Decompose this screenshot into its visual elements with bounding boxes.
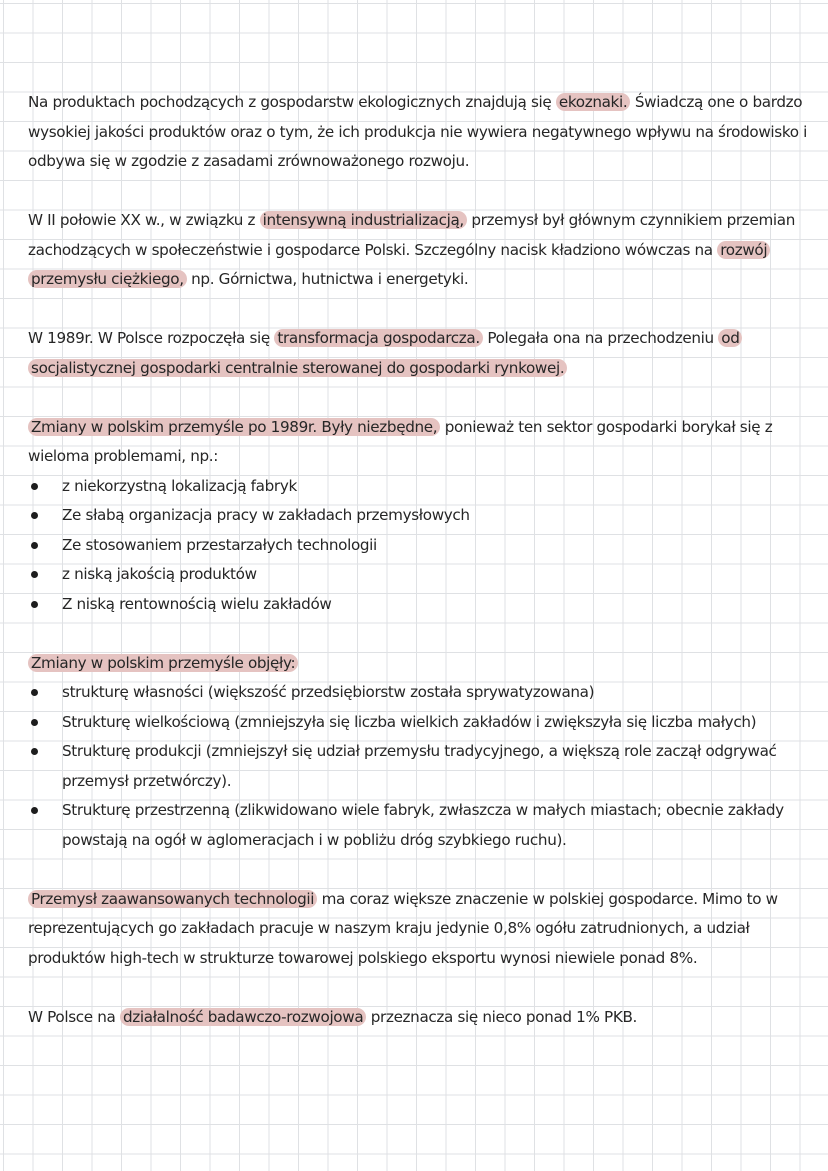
problems-list [28,472,808,620]
highlight-przemysl-ciezki: rozwój przemysłu ciężkiego, [28,241,770,289]
text: np. Górnictwa, hutnictwa i energetyki. [186,270,469,288]
text: W II połowie XX w., w związku z [28,211,260,229]
highlight-badawczo-rozwojowa: działalność badawczo-rozwojowa [120,1008,366,1026]
highlight-transformacja: transformacja gospodarcza. [274,329,482,347]
text: W Polsce na [28,1007,120,1026]
text: przeznacza się nieco ponad 1% PKB. [366,1007,638,1026]
text: W 1989r. W Polsce rozpoczęła się [28,329,275,347]
spacer [28,855,808,885]
highlight-ekoznaki: ekoznaki. [556,93,631,111]
paragraph-ekoznaki [28,88,808,177]
list-item: Z niską rentownością wielu zakładów [28,590,808,620]
text: przemysł był głównym czynnikiem przemian zachodzących w społeczeństwie i gospodarce Polski. Szczególny nacisk kładziono wówczas na [28,211,795,259]
list-item: Strukturę produkcji (zmniejszył się udział przemysłu tradycyjnego, a większą role zaczął odgrywać przemysł przetwórczy). [28,737,808,796]
list-item: strukturę własności (większość przedsiębiorstw została sprywatyzowana) [28,678,808,708]
paragraph-high-tech [28,885,808,974]
paragraph-transformacja [28,324,808,383]
list-item: Ze słabą organizacja pracy w zakładach przemysłowych [28,501,808,531]
text: Polegała ona na przechodzeniu [482,329,719,347]
spacer [28,177,808,207]
spacer [28,973,808,1003]
spacer [28,295,808,325]
spacer [28,383,808,413]
highlight-zmiany-objely: Zmiany w polskim przemyśle objęły: [28,654,298,672]
highlight-zaawansowane-technologie: Przemysł zaawansowanych technologii [28,890,317,908]
paragraph-industrializacja [28,206,808,295]
text: Na produktach pochodzących z gospodarstw ekologicznych znajdują się [28,93,556,111]
highlight-gospodarka-rynkowa: od socjalistycznej gospodarki centralnie sterowanej do gospodarki rynkowej. [28,329,742,377]
text: ma coraz większe znaczenie w polskiej gospodarce. Mimo to w reprezentujących go zakładach pracuje w naszym kraju jedynie 0,8% ogółu zatrudnionych, a udział produktów high-tech w strukturze towarowej polskiego eksportu wynosi niewiele ponad 8%. [28,889,778,967]
spacer [28,619,808,649]
list-item: Strukturę przestrzenną (zlikwidowano wiele fabryk, zwłaszcza w małych miastach; obecnie zakłady powstają na ogół w aglomeracjach i w pobliżu dróg szybkiego ruchu). [28,796,808,855]
notes-page [28,88,808,1032]
changes-list [28,678,808,855]
text: ponieważ ten sektor gospodarki borykał się z wieloma problemami, np.: [28,417,773,465]
paragraph-zmiany-objely [28,649,808,679]
list-item: Ze stosowaniem przestarzałych technologii [28,531,808,561]
paragraph-zmiany-po-1989 [28,413,808,472]
list-item: z niską jakością produktów [28,560,808,590]
paragraph-b-r [28,1003,808,1033]
list-item: z niekorzystną lokalizacją fabryk [28,472,808,502]
text: Świadczą one o bardzo wysokiej jakości produktów oraz o tym, że ich produkcja nie wywiera negatywnego wpływu na środowisko i odbywa się w zgodzie z zasadami zrównoważonego rozwoju. [28,93,808,170]
list-item: Strukturę wielkościową (zmniejszyła się liczba wielkich zakładów i zwiększyła się liczba małych) [28,708,808,738]
highlight-zmiany-niezbedne: Zmiany w polskim przemyśle po 1989r. Były niezbędne, [28,418,440,436]
highlight-industrializacja: intensywną industrializacją, [260,211,467,229]
